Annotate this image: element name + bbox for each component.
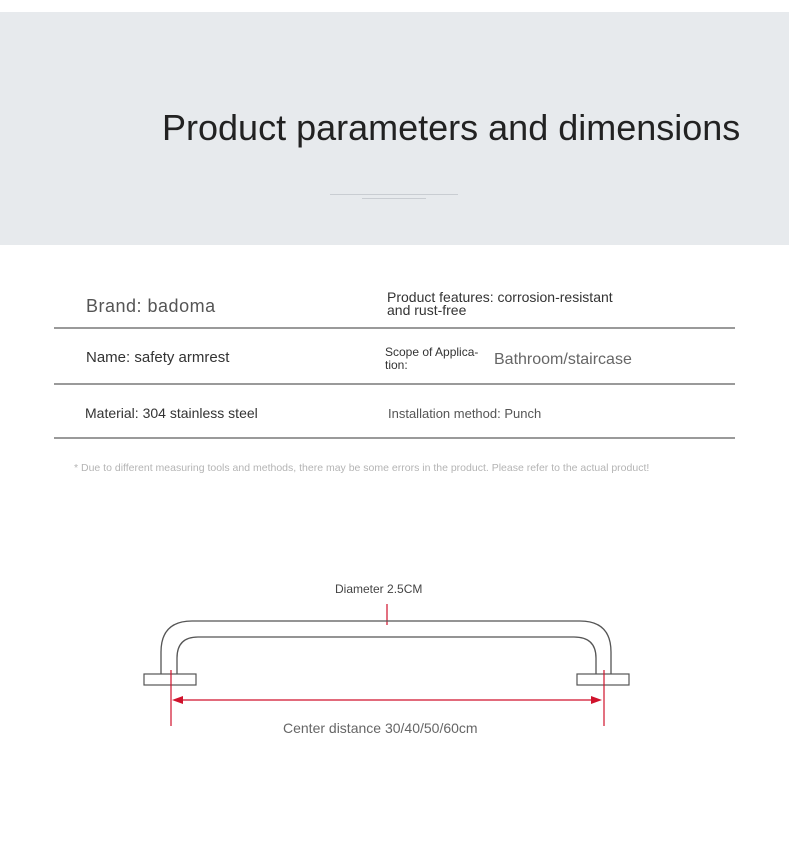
features-line-2: and rust-free <box>387 302 467 318</box>
page-title: Product parameters and dimensions <box>162 107 741 148</box>
armrest-diagram <box>0 590 790 790</box>
material-text: Material: 304 stainless steel <box>85 405 258 421</box>
bar-outer-outline <box>161 621 611 674</box>
center-distance-label: Center distance 30/40/50/60cm <box>283 720 478 736</box>
table-divider <box>54 327 735 329</box>
table-divider <box>54 437 735 439</box>
faint-subtitle-line <box>330 194 458 195</box>
diameter-label: Diameter 2.5CM <box>335 582 423 596</box>
features-line-1: Product features: corrosion-resistant <box>387 289 613 305</box>
bar-inner-outline <box>177 637 596 674</box>
right-mount-plate <box>577 674 629 685</box>
header-banner <box>0 12 789 245</box>
arrow-right-head <box>591 696 602 704</box>
brand-text: Brand: badoma <box>86 296 216 316</box>
installation-text: Installation method: Punch <box>388 406 542 421</box>
product-features-text <box>387 291 613 317</box>
faint-subtitle-line <box>362 198 426 199</box>
arrow-left-head <box>172 696 183 704</box>
scope-label <box>385 346 478 372</box>
disclaimer-note: * Due to different measuring tools and methods, there may be some errors in the product. Please refer to the actual product! <box>74 462 650 474</box>
scope-line-1: Scope of Applica- <box>385 345 479 359</box>
scope-value: Bathroom/staircase <box>494 351 632 368</box>
left-mount-plate <box>144 674 196 685</box>
scope-line-2: tion: <box>385 358 408 372</box>
name-text: Name: safety armrest <box>86 349 230 366</box>
table-divider <box>54 383 735 385</box>
